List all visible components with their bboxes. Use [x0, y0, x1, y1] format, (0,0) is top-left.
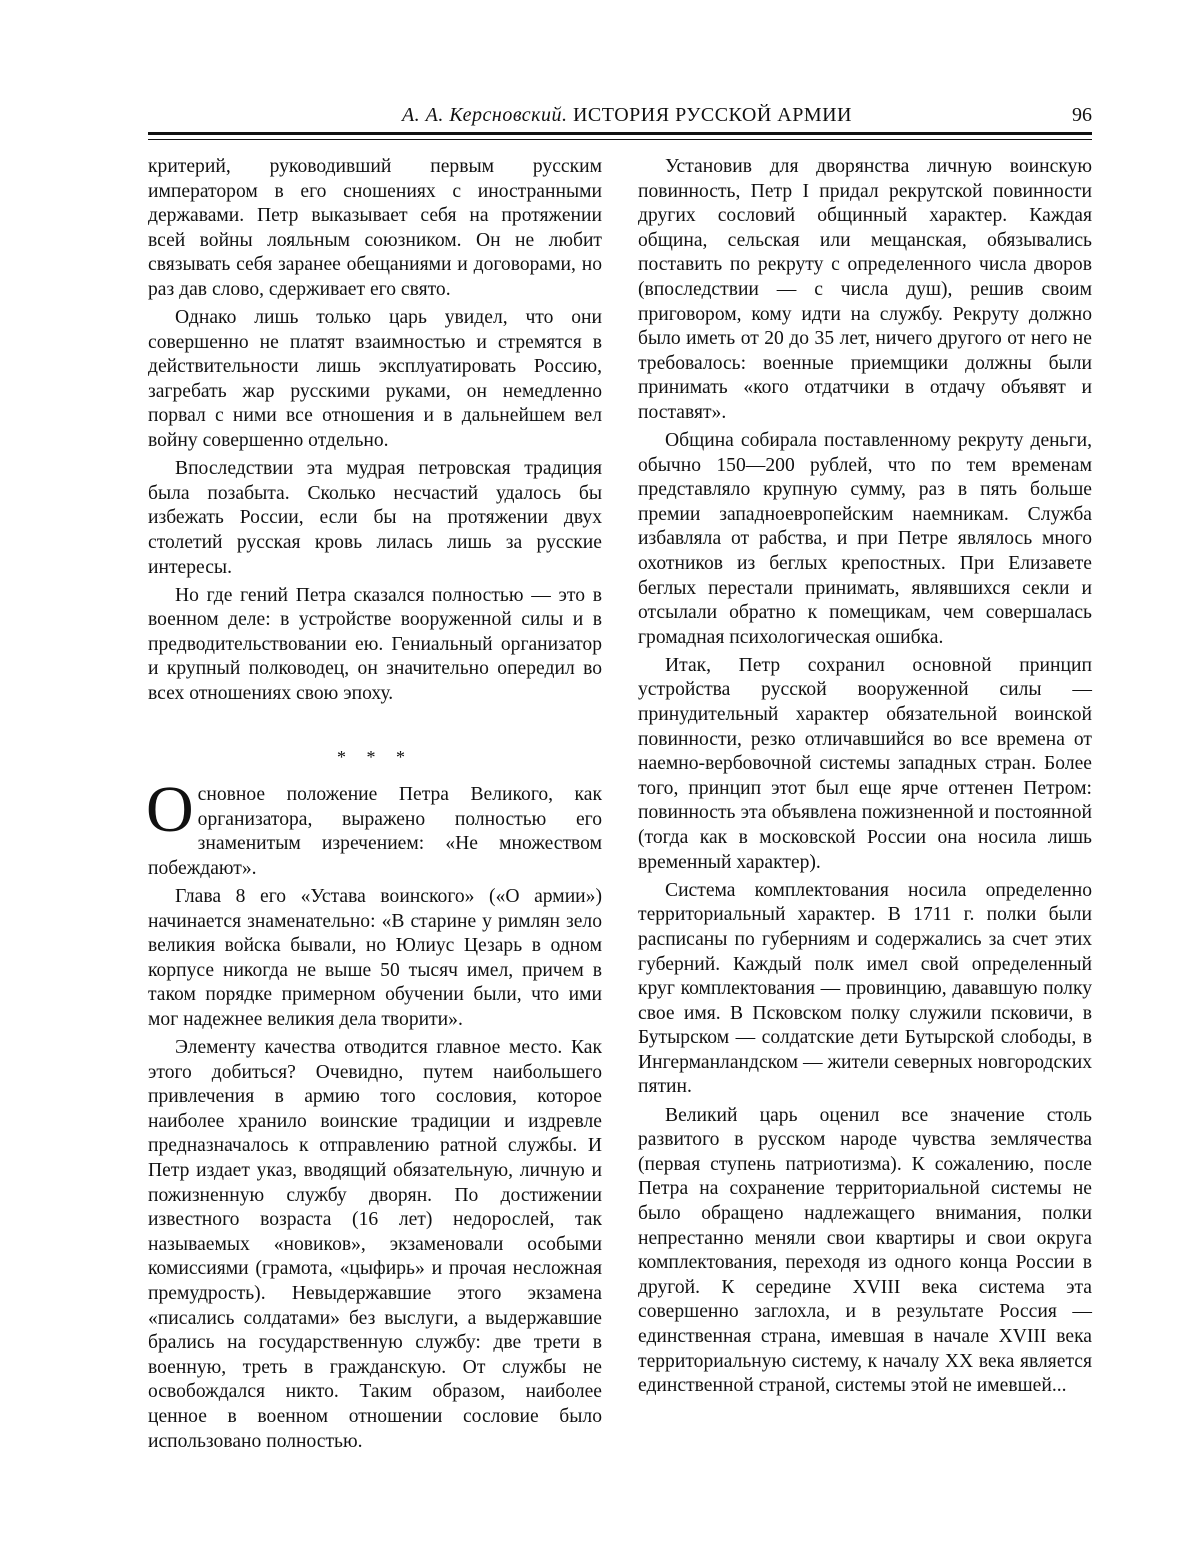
header-rule-thin — [148, 139, 1092, 140]
paragraph: Однако лишь только царь увидел, что они совершенно не платят взаимностью и стремятся в действительности лишь эксплуатировать Россию, загребать жар русскими руками, он немедленно порвал с ними все отношения и в дальнейшем вел войну совершенно отдельно. — [148, 307, 602, 452]
paragraph: Впоследствии эта мудрая петровская традиция была позабыта. Сколько несчастий удалось бы избежать России, если бы на протяжении двух столетий русская кровь лилась лишь за русские интересы. — [148, 458, 602, 578]
running-title — [402, 104, 852, 127]
paragraph: Но где гений Петра сказался полностью — это в военном деле: в устройстве вооруженной силы и в предводительствовании ею. Гениальный организатор и крупный полководец, он значительно опередил во всех отношениях свою эпоху. — [148, 584, 602, 704]
header-rule-thick — [148, 132, 1092, 135]
paragraph: Установив для дворянства личную воинскую повинность, Петр I придал рекрутской повинности других сословий общинный характер. Каждая община, сельская или мещанская, обязывались поставить по рекруту с определенного числа дворов (впоследствии — с числа душ), решив своим приговором, кому идти на службу. Рекруту должно было иметь от 20 до 35 лет, ничего другого от него не требовалось: военные приемщики должны были принимать «кого отдатчики в отдачу объявят и поставят». — [638, 156, 1092, 423]
paragraph: Глава 8 его «Устава воинского» («О армии») начинается знаменательно: «В старине у римлян зело великия войска бывали, но Юлиус Цезарь в одном корпусе никогда не выше 50 тысяч имел, причем в таком порядке примерном обучении были, что ими мог надежнее великия дела творити». — [148, 886, 602, 1030]
right-column — [638, 155, 1092, 1402]
paragraph: критерий, руководивший первым русским императором в его сношениях с иностранными державами. Петр выказывает себя на протяжении всей войны лояльным союзником. Он не любит связывать себя заранее обещаниями и договорами, но раз дав слово, сдерживает его свято. — [148, 156, 602, 300]
section-separator: * * * — [337, 746, 413, 767]
paragraph: Элементу качества отводится главное место. Как этого добиться? Очевидно, путем наибольшего привлечения в армию того сословия, которое наиболее хранило воинские традиции и издревле предназначалось к отправлению ратной службы. И Петр издает указ, вводящий обязательную, личную и пожизненную службу дворян. По достижении известного возраста (16 лет) недорослей, так называемых «новиков», экзаменовали особыми комиссиями (грамота, «цыфирь» и прочая несложная премудрость). Невыдержавшие этого экзамена «писались солдатами» без выслуги, а выдержавшие брались на государственную службу: две трети в военную, треть в гражданскую. От службы не освобождался никто. Таким образом, наиболее ценное в военном отношении сословие было использовано полностью. — [148, 1037, 602, 1452]
paragraph: Система комплектования носила определенно территориальный характер. В 1711 г. полки были расписаны по губерниям и содержались за счет этих губерний. Каждый полк имел свой определенный круг комплектования — провинцию, дававшую полку свое имя. В Псковском полку служили псковичи, в Бутырском — солдатские дети Бутырской слободы, в Ингерманландском — жители северных новгородских пятин. — [638, 879, 1092, 1098]
paragraph: Великий царь оценил все значение столь развитого в русском народе чувства землячества (первая ступень патриотизма). К сожалению, после Петра на сохранение территориальной системы не было обращено надлежащего внимания, полки непрестанно меняли свои квартиры и свои округа комплектования, переходя из одного конца России в другой. К середине XVIII века система эта совершенно заглохла, и в результате Россия — единственная страна, имевшая в начале XVIII века территориальную систему, к началу XX века является единственной страной, системы этой не имевшей... — [638, 1104, 1092, 1397]
header-book-title: ИСТОРИЯ РУССКОЙ АРМИИ — [572, 104, 852, 126]
page-number: 96 — [1072, 104, 1092, 126]
paragraph-with-dropcap — [146, 773, 602, 881]
paragraph: Итак, Петр сохранил основной принцип устройства русской вооруженной силы — принудительный характер обязательной воинской повинности, резко отличавшийся во все времена от наемно-вербовочной системы западных стран. Более того, принцип этот был еще ярче оттенен Петром: повинность эта объявлена пожизненной и постоянной (тогда как в московской России она носила лишь временный характер). — [638, 654, 1092, 873]
running-header — [148, 96, 1092, 136]
paragraph: Община собирала поставленному рекруту деньги, обычно 150—200 рублей, что по тем временам представляло крупную сумму, раз в пять больше премии западноевропейским наемникам. Служба избавляла от рабства, и при Петре являлось много охотников из беглых крепостных. При Елизавете беглых перестали принимать, являвшихся секли и отсылали обратно к помещикам, чем совершалась громадная психологическая ошибка. — [638, 430, 1092, 648]
dropcap-letter: О — [146, 773, 194, 847]
paragraph-text: сновное положение Петра Великого, как организатора, выражено полностью его знаменитым изречением: «Не множеством побеждают». — [148, 784, 602, 879]
left-column — [148, 155, 602, 1458]
header-author: А. А. Керсновский. — [401, 104, 568, 126]
